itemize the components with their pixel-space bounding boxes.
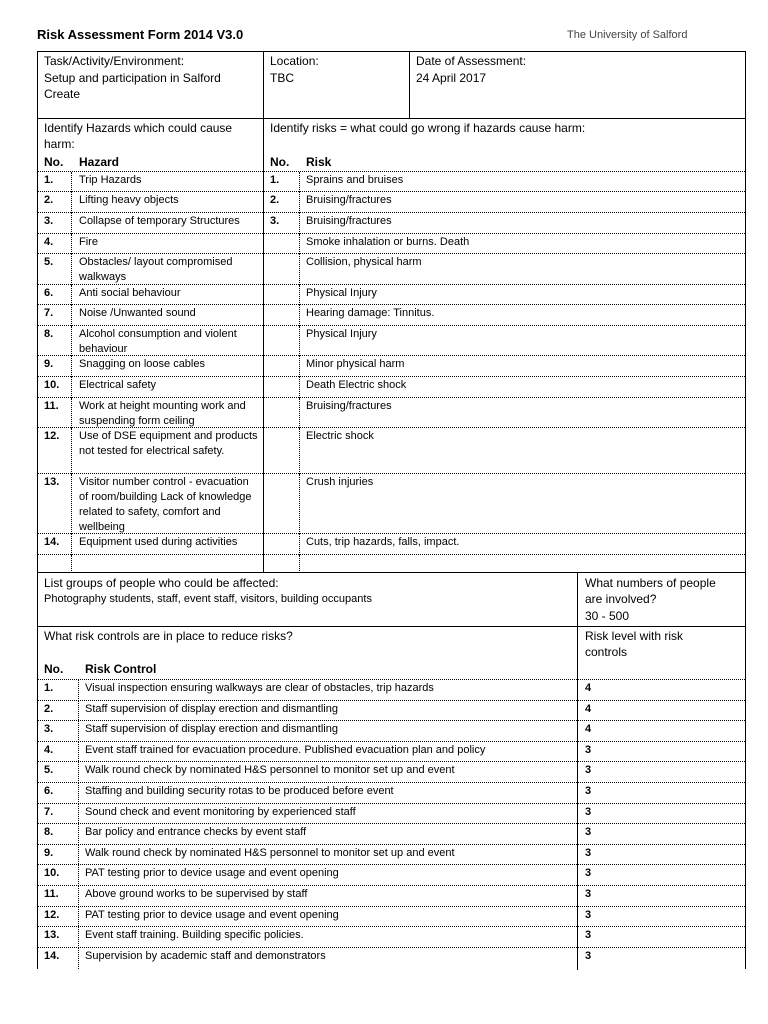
- hazard-number: 5.: [44, 256, 54, 268]
- control-row: [38, 782, 745, 803]
- control-text: Walk round check by nominated H&S personnel to monitor set up and event: [85, 847, 455, 859]
- hazard-section: [37, 118, 746, 573]
- risk-text: Physical Injury: [306, 328, 377, 340]
- hazard-row: [38, 171, 745, 191]
- control-number: 9.: [44, 847, 54, 859]
- hazard-text: Trip Hazards: [79, 174, 142, 186]
- people-section: [37, 572, 746, 627]
- control-row: [38, 761, 745, 782]
- risk-text: Cuts, trip hazards, falls, impact.: [306, 536, 460, 548]
- hazard-text: Work at height mounting work and suspending form ceiling: [79, 400, 246, 427]
- risk-text: Bruising/fractures: [306, 400, 392, 412]
- hazard-row: [38, 253, 745, 284]
- controls-col-control: Risk Control: [85, 662, 157, 676]
- control-row: [38, 679, 745, 700]
- risk-level-heading: Risk level with risk controls: [585, 629, 684, 659]
- risk-text: Crush injuries: [306, 476, 374, 488]
- hazard-text: Collapse of temporary Structures: [79, 215, 240, 227]
- hazard-number: 13.: [44, 476, 60, 488]
- hazard-number: 9.: [44, 358, 54, 370]
- control-row: [38, 926, 745, 947]
- people-heading: List groups of people who could be affected:: [44, 576, 279, 590]
- controls-heading: What risk controls are in place to reduce risks?: [44, 629, 293, 643]
- risk-text: Electric shock: [306, 430, 374, 442]
- hazard-text: Anti social behaviour: [79, 287, 181, 299]
- hazard-row: [38, 355, 745, 376]
- risk-level: 3: [585, 785, 592, 797]
- risk-level: 3: [585, 744, 592, 756]
- task-value: Setup and participation in Salford Create: [44, 71, 221, 101]
- control-row: [38, 823, 745, 844]
- hazard-row: [38, 191, 745, 212]
- control-text: Staff supervision of display erection and dismantling: [85, 723, 338, 735]
- hazard-text: Noise /Unwanted sound: [79, 307, 196, 319]
- control-text: Walk round check by nominated H&S personnel to monitor set up and event: [85, 764, 455, 776]
- hazard-number: 12.: [44, 430, 60, 442]
- hazard-row: [38, 304, 745, 325]
- control-row: [38, 700, 745, 721]
- risk-level: 3: [585, 909, 592, 921]
- hazard-row: [38, 284, 745, 304]
- risk-text: Sprains and bruises: [306, 174, 404, 186]
- numbers-heading: What numbers of people are involved?: [585, 576, 716, 606]
- hazard-col-hazard: Hazard: [79, 155, 120, 169]
- risk-level: 3: [585, 888, 592, 900]
- numbers-value: 30 - 500: [585, 609, 630, 623]
- control-text: PAT testing prior to device usage and event opening: [85, 867, 339, 879]
- hazard-number: 7.: [44, 307, 54, 319]
- organization-name: The University of Salford: [567, 29, 688, 41]
- hazard-text: Electrical safety: [79, 379, 157, 391]
- hazard-number: 3.: [44, 215, 54, 227]
- hazard-text: Visitor number control - evacuation of room/building Lack of knowledge related to safety, comfort and wellbeing: [79, 476, 252, 533]
- control-number: 6.: [44, 785, 54, 797]
- risk-level: 4: [585, 723, 592, 735]
- control-text: Staffing and building security rotas to be produced before event: [85, 785, 394, 797]
- control-row: [38, 947, 745, 968]
- hazard-text: Snagging on loose cables: [79, 358, 205, 370]
- control-text: Sound check and event monitoring by experienced staff: [85, 806, 356, 818]
- risk-level: 3: [585, 764, 592, 776]
- control-number: 5.: [44, 764, 54, 776]
- risk-text: Bruising/fractures: [306, 194, 392, 206]
- hazard-col-no: No.: [44, 155, 64, 169]
- control-number: 14.: [44, 950, 60, 962]
- hazard-row: [38, 427, 745, 473]
- control-row: [38, 844, 745, 865]
- hazard-text: Obstacles/ layout compromised walkways: [79, 256, 233, 283]
- hazard-text: Equipment used during activities: [79, 536, 238, 548]
- hazard-text: Alcohol consumption and violent behaviour: [79, 328, 237, 355]
- task-label: Task/Activity/Environment:: [44, 54, 185, 68]
- risk-level: 3: [585, 929, 592, 941]
- controls-col-no: No.: [44, 662, 64, 676]
- control-text: Visual inspection ensuring walkways are clear of obstacles, trip hazards: [85, 682, 434, 694]
- hazard-row: [38, 397, 745, 427]
- hazard-number: 4.: [44, 236, 54, 248]
- risk-text: Smoke inhalation or burns. Death: [306, 236, 470, 248]
- date-value: 24 April 2017: [416, 71, 487, 85]
- hazard-row: [38, 233, 745, 253]
- risk-level: 3: [585, 867, 592, 879]
- risk-level: 3: [585, 847, 592, 859]
- risk-level: 3: [585, 950, 592, 962]
- control-row: [38, 885, 745, 906]
- control-number: 12.: [44, 909, 60, 921]
- risk-text: Physical Injury: [306, 287, 377, 299]
- location-value: TBC: [270, 71, 294, 85]
- control-text: Above ground works to be supervised by staff: [85, 888, 308, 900]
- control-row: [38, 864, 745, 885]
- hazard-text: Use of DSE equipment and products not tested for electrical safety.: [79, 430, 258, 457]
- risk-text: Bruising/fractures: [306, 215, 392, 227]
- risk-level: 4: [585, 682, 592, 694]
- hazard-number: 14.: [44, 536, 60, 548]
- hazard-row: [38, 212, 745, 233]
- control-number: 3.: [44, 723, 54, 735]
- control-number: 13.: [44, 929, 60, 941]
- controls-section: [37, 626, 746, 969]
- control-row: [38, 720, 745, 741]
- control-number: 2.: [44, 703, 54, 715]
- control-number: 8.: [44, 826, 54, 838]
- risk-number: 1.: [270, 174, 280, 186]
- risk-number: 3.: [270, 215, 280, 227]
- risk-text: Collision, physical harm: [306, 256, 422, 268]
- hazard-row: [38, 533, 745, 554]
- control-row: [38, 803, 745, 824]
- control-number: 11.: [44, 888, 59, 900]
- hazard-text: Fire: [79, 236, 98, 248]
- risk-col-risk: Risk: [306, 155, 332, 169]
- hazard-heading: Identify Hazards which could cause harm:: [44, 121, 233, 151]
- form-title: Risk Assessment Form 2014 V3.0: [37, 27, 244, 42]
- control-text: Staff supervision of display erection and dismantling: [85, 703, 338, 715]
- hazard-text: Lifting heavy objects: [79, 194, 179, 206]
- risk-text: Hearing damage: Tinnitus.: [306, 307, 435, 319]
- control-text: PAT testing prior to device usage and event opening: [85, 909, 339, 921]
- hazard-number: 10.: [44, 379, 60, 391]
- risk-text: Minor physical harm: [306, 358, 405, 370]
- risk-text: Death Electric shock: [306, 379, 407, 391]
- control-row: [38, 906, 745, 927]
- risk-number: 2.: [270, 194, 280, 206]
- control-number: 10.: [44, 867, 60, 879]
- control-number: 7.: [44, 806, 54, 818]
- hazard-number: 11.: [44, 400, 59, 412]
- control-number: 1.: [44, 682, 54, 694]
- hazard-row: [38, 376, 745, 397]
- risk-col-no: No.: [270, 155, 290, 169]
- hazard-row: [38, 554, 745, 572]
- hazard-number: 1.: [44, 174, 54, 186]
- control-text: Event staff trained for evacuation procedure. Published evacuation plan and policy: [85, 744, 486, 756]
- risk-level: 3: [585, 826, 592, 838]
- control-text: Supervision by academic staff and demonstrators: [85, 950, 326, 962]
- control-number: 4.: [44, 744, 54, 756]
- control-row: [38, 741, 745, 762]
- date-label: Date of Assessment:: [416, 54, 527, 68]
- task-section: [37, 51, 746, 119]
- control-text: Event staff training. Building specific policies.: [85, 929, 304, 941]
- hazard-number: 8.: [44, 328, 54, 340]
- control-text: Bar policy and entrance checks by event staff: [85, 826, 307, 838]
- hazard-number: 2.: [44, 194, 54, 206]
- risk-heading: Identify risks = what could go wrong if hazards cause harm:: [270, 121, 586, 135]
- location-label: Location:: [270, 54, 319, 68]
- hazard-row: [38, 473, 745, 533]
- risk-level: 3: [585, 806, 592, 818]
- people-value: Photography students, staff, event staff, visitors, building occupants: [44, 593, 372, 605]
- hazard-row: [38, 325, 745, 355]
- risk-level: 4: [585, 703, 592, 715]
- hazard-number: 6.: [44, 287, 54, 299]
